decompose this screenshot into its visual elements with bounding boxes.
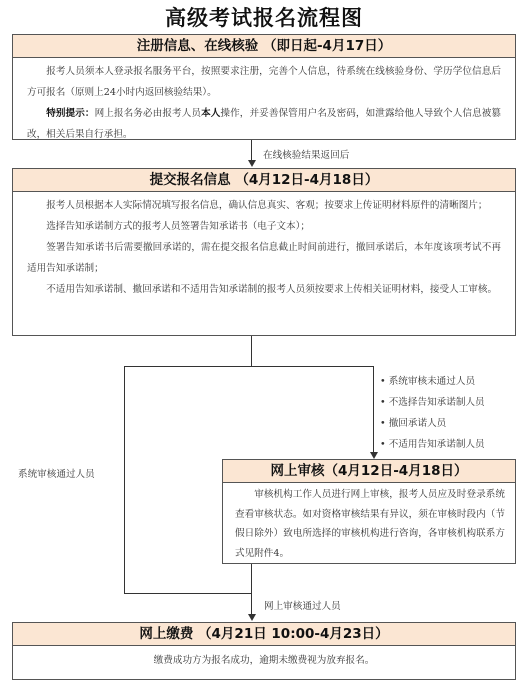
manual-review-criteria <box>380 371 485 455</box>
step-review-box <box>222 459 516 564</box>
step-submit-header: 提交报名信息 （4月12日-4月18日） <box>13 169 515 192</box>
arrow-label-verification: 在线核验结果返回后 <box>263 150 350 161</box>
arrow-down-icon <box>248 614 256 621</box>
step-review-header: 网上审核（4月12日-4月18日） <box>223 460 515 483</box>
special-tip-text-b: 操作，并妥善保管用户名及密码，如泄露给他人导致个人信息被篡改，相关后果自行承担。 <box>27 108 502 140</box>
special-tip-text-a: 网上报名务必由报考人员 <box>94 108 202 119</box>
step-payment-body <box>13 646 515 671</box>
page-title: 高级考试报名流程图 <box>165 5 363 30</box>
step-review-text: 审核机构工作人员进行网上审核，报考人员应及时登录系统查看审核状态。如对资格审核结果有异议，须在审核时段内（节假日除外）致电所选择的审核机构进行咨询，各审核机构联系方式见附件4。 <box>235 489 505 559</box>
system-pass-label: 系统审核通过人员 <box>18 469 95 480</box>
fail-item: • 系统审核未通过人员 <box>380 376 476 387</box>
special-tip <box>27 103 501 145</box>
connector-line <box>124 593 252 594</box>
step-register-header: 注册信息、在线核验 （即日起-4月17日） <box>13 35 515 58</box>
connector-line <box>124 366 373 367</box>
step-register-box <box>12 34 516 140</box>
fail-item: • 撤回承诺人员 <box>380 418 447 429</box>
step-register-text: 报考人员须本人登录报名服务平台，按照要求注册，完善个人信息，待系统在线核验身份、学历学位信息后方可报名（原则上24小时内返回核验结果）。 <box>27 66 501 98</box>
connector-line <box>124 366 125 594</box>
step-payment-box <box>12 622 516 680</box>
arrow-down-icon <box>248 160 256 167</box>
arrow-label-review-pass: 网上审核通过人员 <box>264 601 341 612</box>
step-review-body <box>223 483 515 563</box>
connector-line <box>251 140 252 160</box>
special-tip-emphasis: 本人 <box>201 108 221 119</box>
step-submit-text-2: 选择告知承诺制方式的报考人员签署告知承诺书（电子文本）； <box>46 221 311 232</box>
step-register-body <box>13 58 515 145</box>
step-submit-text-4: 不适用告知承诺制、撤回承诺和不适用告知承诺制的报考人员须按要求上传相关证明材料，接受人工审核。 <box>46 284 498 295</box>
connector-line <box>251 564 252 614</box>
arrow-down-icon <box>370 452 378 459</box>
step-submit-text-1: 报考人员根据本人实际情况填写报名信息，确认信息真实、客观；按要求上传证明材料原件的清晰图片； <box>46 200 488 211</box>
step-submit-box <box>12 168 516 336</box>
step-payment-text: 缴费成功方为报名成功，逾期未缴费视为放弃报名。 <box>153 655 375 666</box>
fail-item: • 不适用告知承诺制人员 <box>380 439 485 450</box>
step-payment-header: 网上缴费 （4月21日 10:00-4月23日） <box>13 623 515 646</box>
step-submit-body <box>13 192 515 300</box>
fail-item: • 不选择告知承诺制人员 <box>380 397 485 408</box>
connector-line <box>251 336 252 366</box>
step-submit-text-3: 签署告知承诺书后需要撤回承诺的，需在提交报名信息截止时间前进行，撤回承诺后，本年度该项考试不再适用告知承诺制； <box>27 242 501 274</box>
special-tip-label: 特别提示： <box>46 108 95 119</box>
connector-line <box>373 366 374 452</box>
